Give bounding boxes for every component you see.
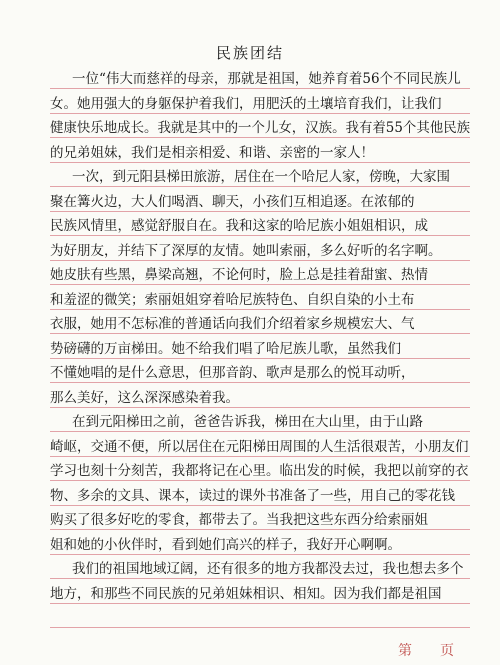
rule-line [50,603,470,604]
rule-line [50,480,470,481]
rule-line [50,186,470,187]
essay-line: 聚在篝火边，大人们喝酒、聊天，小孩们互相追逐。在浓郁的 [50,193,415,210]
essay-line: 民族风情里，感觉舒服自在。我和这家的哈尼族小姐姐相识，成 [50,218,428,234]
essay-line: 不懂她唱的是什么意思，但那音韵、歌声是那么的悦耳动听， [50,365,415,381]
essay-title: 民族团结 [215,44,284,62]
rule-line [50,382,470,383]
essay-line: 健康快乐地成长。我就是其中的一个儿女，汉族。我有着55个其他民族 [50,120,471,136]
rule-line [50,505,470,506]
essay-line: 那么美好，这么深深感染着我。 [50,389,239,406]
rule-line [50,88,470,89]
rule-line [50,333,470,334]
rule-line [50,309,470,310]
essay-line: 她皮肤有些黑，鼻梁高翘，不论何时，脸上总是挂着甜蜜、热情 [50,267,428,283]
essay-line: 和羞涩的微笑；索丽姐姐穿着哈尼族特色、自织自染的小土布 [50,291,415,308]
rule-line [50,113,470,114]
essay-line: 衣服，她用不怎标准的普通话向我们介绍着家乡规模宏大、气 [50,316,415,332]
rule-line [50,235,470,236]
rule-line [50,529,470,530]
essay-line: 势磅礴的万亩梯田。她不给我们唱了哈尼族儿歌，虽然我们 [50,340,401,357]
rule-line [50,162,470,163]
essay-line: 姐和她的小伙伴时，看到她们高兴的样子，我好开心啊啊。 [50,536,401,553]
rule-line [50,554,470,555]
footer-page-unit: 页 [440,643,454,659]
essay-line: 为好朋友，并结下了深厚的友情。她叫索丽，多么好听的名字啊。 [50,242,442,259]
footer-page-label: 第 [398,643,412,659]
rule-line [50,627,470,628]
essay-line: 的兄弟姐妹，我们是相亲相爱、和谐、亲密的一家人！ [50,144,374,161]
essay-line: 地方，和那些不同民族的兄弟姐妹相识、相知。因为我们都是祖国 [50,585,442,602]
essay-line: 女。她用强大的身躯保护着我们，用肥沃的土壤培育我们，让我们 [50,95,442,112]
essay-line: 我们的祖国地域辽阔，还有很多的地方我都没去过，我也想去多个 [72,561,464,577]
rule-line [50,211,470,212]
essay-line: 学习也刻十分刻苦，我都将记在心里。临出发的时候，我把以前穿的衣 [50,463,469,479]
rule-line [50,358,470,359]
rule-line [50,578,470,579]
rule-line [50,407,470,408]
rule-line [50,137,470,138]
essay-line: 崎岖，交通不便，所以居住在元阳梯田周围的人生活很艰苦，小朋友们 [50,438,469,455]
essay-line: 物、多余的文具、课本，读过的课外书准备了一些，用自己的零花钱 [50,487,455,504]
rule-line [50,431,470,432]
essay-line: 一位“伟大而慈祥的母亲，那就是祖国，她养育着56个不同民族儿 [72,71,461,87]
essay-line: 一次，到元阳县梯田旅游，居住在一个哈尼人家，傍晚，大家围 [72,169,450,185]
rule-line [50,260,470,261]
rule-line [50,456,470,457]
essay-line: 在到元阳梯田之前，爸爸告诉我，梯田在大山里，由于山路 [72,414,423,430]
rule-line [50,284,470,285]
essay-line: 购买了很多好吃的零食，都带去了。当我把这些东西分给索丽姐 [50,512,428,528]
